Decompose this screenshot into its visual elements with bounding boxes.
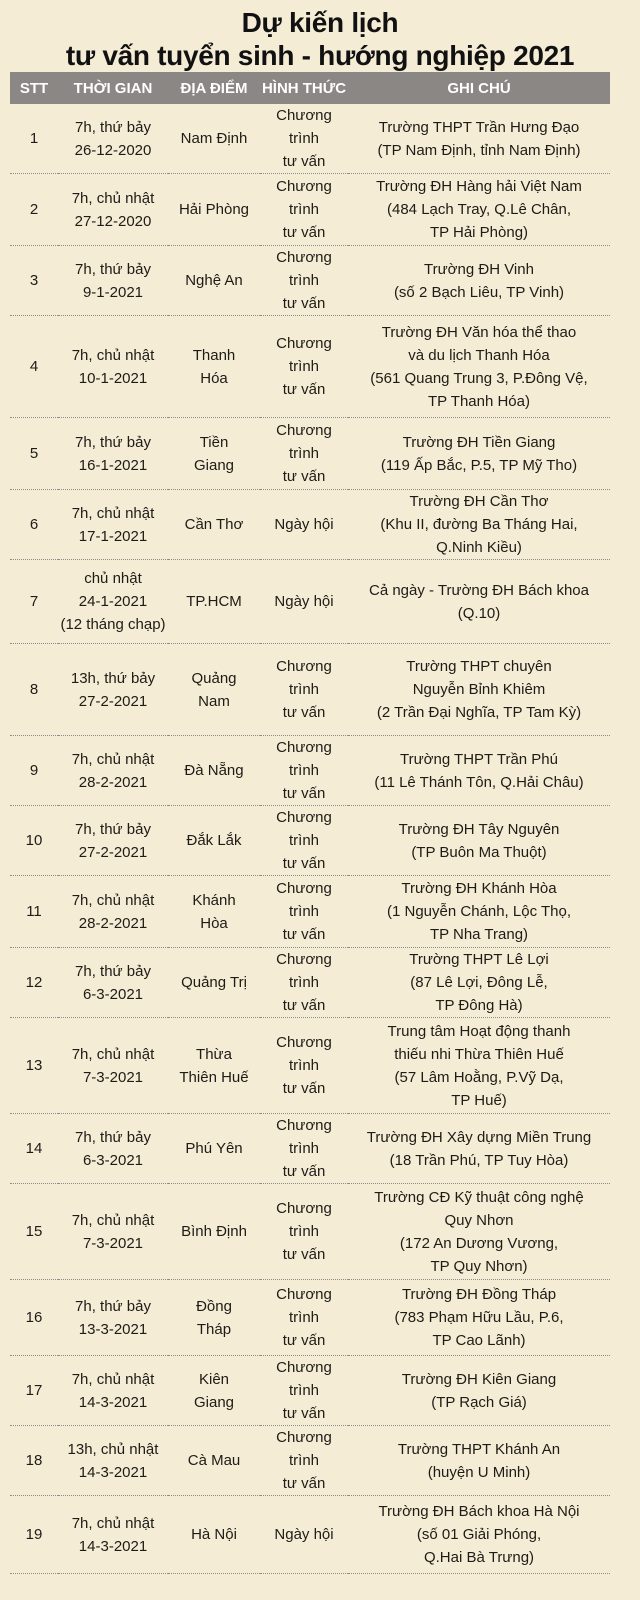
cell-time: 7h, thứ bảy 13-3-2021 bbox=[58, 1280, 168, 1356]
cell-time: 7h, chủ nhật 10-1-2021 bbox=[58, 316, 168, 418]
cell-note: Trường THPT Trần Hưng Đạo (TP Nam Định, tỉnh Nam Định) bbox=[348, 104, 610, 174]
cell-time: 7h, thứ bảy 9-1-2021 bbox=[58, 246, 168, 316]
cell-place: Cà Mau bbox=[168, 1426, 260, 1496]
cell-time: chủ nhật 24-1-2021 (12 tháng chạp) bbox=[58, 560, 168, 644]
cell-note: Trường ĐH Khánh Hòa (1 Nguyễn Chánh, Lộc Thọ, TP Nha Trang) bbox=[348, 876, 610, 948]
table-row bbox=[10, 1426, 610, 1496]
cell-form: Chương trình tư vấn bbox=[260, 1114, 348, 1184]
cell-time: 7h, chủ nhật 14-3-2021 bbox=[58, 1496, 168, 1574]
cell-stt: 11 bbox=[10, 876, 58, 948]
cell-time: 7h, chủ nhật 27-12-2020 bbox=[58, 174, 168, 246]
cell-stt: 5 bbox=[10, 418, 58, 490]
cell-place: Tiền Giang bbox=[168, 418, 260, 490]
cell-note: Trường ĐH Tiền Giang (119 Ấp Bắc, P.5, TP Mỹ Tho) bbox=[348, 418, 610, 490]
cell-time: 7h, chủ nhật 28-2-2021 bbox=[58, 876, 168, 948]
cell-place: Đà Nẵng bbox=[168, 736, 260, 806]
cell-form: Chương trình tư vấn bbox=[260, 1018, 348, 1114]
table-row bbox=[10, 490, 610, 560]
table-row bbox=[10, 806, 610, 876]
header-place: ĐỊA ĐIỂM bbox=[180, 79, 248, 97]
cell-time: 7h, thứ bảy 27-2-2021 bbox=[58, 806, 168, 876]
header-note: GHI CHÚ bbox=[447, 79, 511, 97]
table-row bbox=[10, 948, 610, 1018]
table-row bbox=[10, 736, 610, 806]
cell-note: Trường ĐH Kiên Giang (TP Rạch Giá) bbox=[348, 1356, 610, 1426]
cell-note: Trường ĐH Tây Nguyên (TP Buôn Ma Thuột) bbox=[348, 806, 610, 876]
cell-stt: 14 bbox=[10, 1114, 58, 1184]
header-time: THỜI GIAN bbox=[73, 79, 153, 97]
cell-stt: 6 bbox=[10, 490, 58, 560]
table-row bbox=[10, 1018, 610, 1114]
cell-form: Chương trình tư vấn bbox=[260, 1356, 348, 1426]
cell-note: Trường THPT Trần Phú (11 Lê Thánh Tôn, Q.Hải Châu) bbox=[348, 736, 610, 806]
cell-note: Trường CĐ Kỹ thuật công nghệ Quy Nhơn (172 An Dương Vương, TP Quy Nhơn) bbox=[348, 1184, 610, 1280]
cell-form: Chương trình tư vấn bbox=[260, 948, 348, 1018]
cell-note: Trung tâm Hoạt động thanh thiếu nhi Thừa Thiên Huế (57 Lâm Hoằng, P.Vỹ Dạ, TP Huế) bbox=[348, 1018, 610, 1114]
cell-time: 7h, thứ bảy 6-3-2021 bbox=[58, 1114, 168, 1184]
cell-form: Chương trình tư vấn bbox=[260, 806, 348, 876]
cell-place: Kiên Giang bbox=[168, 1356, 260, 1426]
table-row bbox=[10, 1114, 610, 1184]
cell-stt: 1 bbox=[10, 104, 58, 174]
table-row bbox=[10, 1356, 610, 1426]
table-header-row bbox=[10, 72, 610, 104]
cell-note: Trường THPT Khánh An (huyện U Minh) bbox=[348, 1426, 610, 1496]
header-form: HÌNH THỨC bbox=[261, 79, 347, 97]
table-row bbox=[10, 876, 610, 948]
cell-place: TP.HCM bbox=[168, 560, 260, 644]
cell-form: Chương trình tư vấn bbox=[260, 1280, 348, 1356]
table-row bbox=[10, 316, 610, 418]
cell-stt: 17 bbox=[10, 1356, 58, 1426]
cell-stt: 16 bbox=[10, 1280, 58, 1356]
cell-note: Trường ĐH Bách khoa Hà Nội (số 01 Giải Phóng, Q.Hai Bà Trưng) bbox=[348, 1496, 610, 1574]
header-stt: STT bbox=[19, 79, 49, 97]
cell-time: 7h, thứ bảy 6-3-2021 bbox=[58, 948, 168, 1018]
cell-form: Chương trình tư vấn bbox=[260, 876, 348, 948]
table-row bbox=[10, 1280, 610, 1356]
cell-time: 13h, thứ bảy 27-2-2021 bbox=[58, 644, 168, 736]
cell-stt: 19 bbox=[10, 1496, 58, 1574]
cell-form: Chương trình tư vấn bbox=[260, 174, 348, 246]
cell-place: Quảng Nam bbox=[168, 644, 260, 736]
cell-note: Trường THPT chuyên Nguyễn Bỉnh Khiêm (2 Trần Đại Nghĩa, TP Tam Kỳ) bbox=[348, 644, 610, 736]
cell-place: Nghệ An bbox=[168, 246, 260, 316]
cell-stt: 2 bbox=[10, 174, 58, 246]
cell-time: 7h, chủ nhật 7-3-2021 bbox=[58, 1018, 168, 1114]
cell-form: Ngày hội bbox=[260, 1496, 348, 1574]
cell-form: Chương trình tư vấn bbox=[260, 736, 348, 806]
cell-time: 7h, chủ nhật 14-3-2021 bbox=[58, 1356, 168, 1426]
cell-form: Chương trình tư vấn bbox=[260, 644, 348, 736]
cell-place: Khánh Hòa bbox=[168, 876, 260, 948]
cell-stt: 4 bbox=[10, 316, 58, 418]
cell-form: Chương trình tư vấn bbox=[260, 1426, 348, 1496]
schedule-table bbox=[10, 72, 610, 1574]
table-row bbox=[10, 644, 610, 736]
cell-form: Ngày hội bbox=[260, 490, 348, 560]
cell-time: 7h, thứ bảy 26-12-2020 bbox=[58, 104, 168, 174]
table-row bbox=[10, 1496, 610, 1574]
cell-time: 7h, chủ nhật 17-1-2021 bbox=[58, 490, 168, 560]
cell-stt: 12 bbox=[10, 948, 58, 1018]
cell-place: Thừa Thiên Huế bbox=[168, 1018, 260, 1114]
table-row bbox=[10, 174, 610, 246]
cell-note: Cả ngày - Trường ĐH Bách khoa (Q.10) bbox=[348, 560, 610, 644]
table-row bbox=[10, 104, 610, 174]
cell-stt: 18 bbox=[10, 1426, 58, 1496]
cell-place: Quảng Trị bbox=[168, 948, 260, 1018]
cell-place: Phú Yên bbox=[168, 1114, 260, 1184]
cell-note: Trường ĐH Văn hóa thể thao và du lịch Thanh Hóa (561 Quang Trung 3, P.Đông Vệ, TP Thanh Hóa) bbox=[348, 316, 610, 418]
cell-form: Ngày hội bbox=[260, 560, 348, 644]
table-row bbox=[10, 1184, 610, 1280]
cell-note: Trường ĐH Hàng hải Việt Nam (484 Lạch Tray, Q.Lê Chân, TP Hải Phòng) bbox=[348, 174, 610, 246]
cell-place: Cần Thơ bbox=[168, 490, 260, 560]
cell-note: Trường ĐH Cần Thơ (Khu II, đường Ba Tháng Hai, Q.Ninh Kiều) bbox=[348, 490, 610, 560]
title-line-2: tư vấn tuyển sinh - hướng nghiệp 2021 bbox=[65, 40, 575, 71]
cell-place: Đồng Tháp bbox=[168, 1280, 260, 1356]
cell-place: Hà Nội bbox=[168, 1496, 260, 1574]
table-row bbox=[10, 418, 610, 490]
cell-note: Trường ĐH Đồng Tháp (783 Phạm Hữu Lầu, P.6, TP Cao Lãnh) bbox=[348, 1280, 610, 1356]
cell-place: Bình Định bbox=[168, 1184, 260, 1280]
cell-place: Đắk Lắk bbox=[168, 806, 260, 876]
cell-note: Trường ĐH Xây dựng Miền Trung (18 Trần Phú, TP Tuy Hòa) bbox=[348, 1114, 610, 1184]
cell-time: 13h, chủ nhật 14-3-2021 bbox=[58, 1426, 168, 1496]
cell-time: 7h, thứ bảy 16-1-2021 bbox=[58, 418, 168, 490]
table-row bbox=[10, 246, 610, 316]
cell-stt: 15 bbox=[10, 1184, 58, 1280]
cell-form: Chương trình tư vấn bbox=[260, 1184, 348, 1280]
cell-stt: 8 bbox=[10, 644, 58, 736]
cell-stt: 10 bbox=[10, 806, 58, 876]
cell-stt: 13 bbox=[10, 1018, 58, 1114]
cell-stt: 7 bbox=[10, 560, 58, 644]
cell-note: Trường ĐH Vinh (số 2 Bạch Liêu, TP Vinh) bbox=[348, 246, 610, 316]
cell-place: Thanh Hóa bbox=[168, 316, 260, 418]
page-title bbox=[0, 0, 640, 72]
table-row bbox=[10, 560, 610, 644]
cell-form: Chương trình tư vấn bbox=[260, 316, 348, 418]
cell-time: 7h, chủ nhật 28-2-2021 bbox=[58, 736, 168, 806]
table-body bbox=[10, 104, 610, 1574]
cell-form: Chương trình tư vấn bbox=[260, 246, 348, 316]
cell-stt: 9 bbox=[10, 736, 58, 806]
cell-form: Chương trình tư vấn bbox=[260, 104, 348, 174]
cell-place: Nam Định bbox=[168, 104, 260, 174]
cell-note: Trường THPT Lê Lợi (87 Lê Lợi, Đông Lễ, TP Đông Hà) bbox=[348, 948, 610, 1018]
cell-time: 7h, chủ nhật 7-3-2021 bbox=[58, 1184, 168, 1280]
cell-place: Hải Phòng bbox=[168, 174, 260, 246]
cell-stt: 3 bbox=[10, 246, 58, 316]
cell-form: Chương trình tư vấn bbox=[260, 418, 348, 490]
title-line-1: Dự kiến lịch bbox=[241, 7, 399, 38]
